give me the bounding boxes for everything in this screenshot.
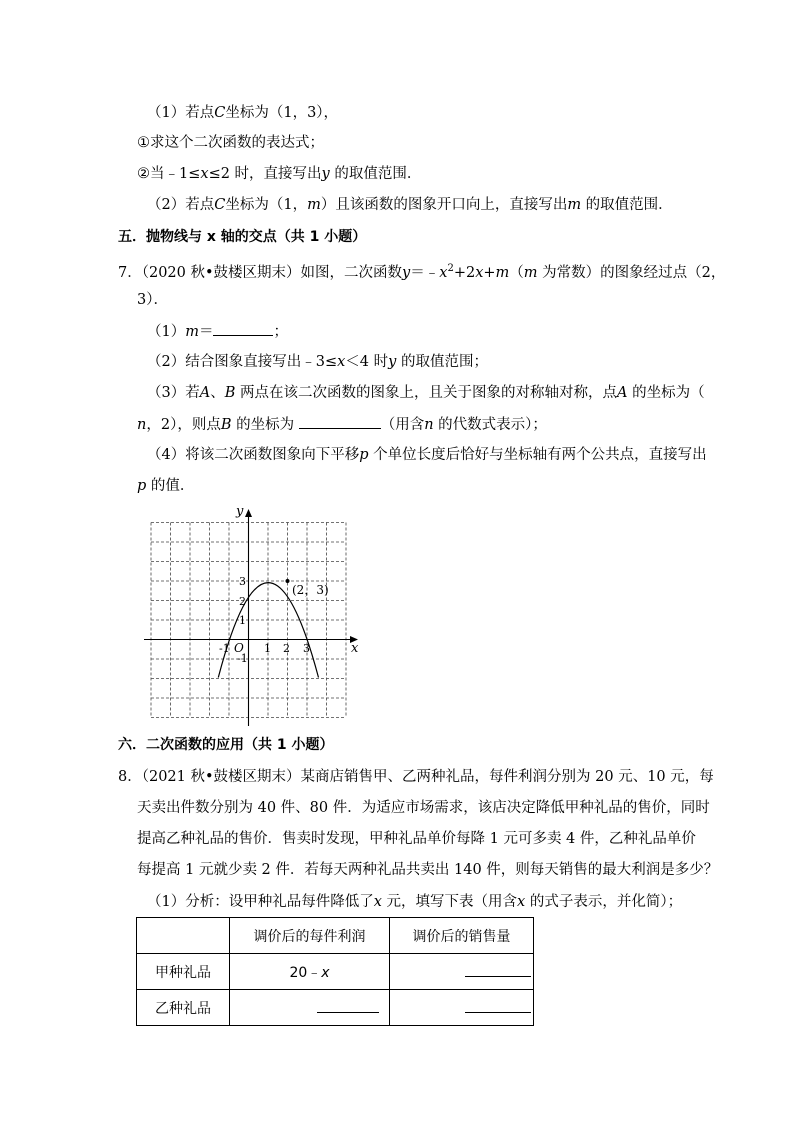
x-tick-2: 2 bbox=[283, 642, 290, 655]
q8-line4: 每提高 1 元就少卖 2 件．若每天两种礼品共卖出 140 件，则每天销售的最大利润是多少？ bbox=[137, 862, 719, 878]
q8-line3: 提高乙种礼品的售价．售卖时发现，甲种礼品单价每降 1 元可多卖 4 件，乙种礼品单价 bbox=[137, 831, 696, 847]
x-tick-neg1: -1 bbox=[219, 642, 230, 655]
x-tick-1: 1 bbox=[264, 642, 271, 655]
table-header-cell: 调价后的销售量 bbox=[390, 918, 534, 954]
table-row bbox=[137, 990, 534, 1026]
q7-part1: （1）m＝ ； bbox=[147, 321, 288, 342]
row-label-gift-a: 甲种礼品 bbox=[137, 954, 230, 990]
q7-part4-line1: （4）将该二次函数图象向下平移p 个单位长度后恰好与坐标轴有两个公共点，直接写出 bbox=[147, 447, 707, 463]
q7-part3-line2: n，2），则点B 的坐标为 （用含n 的代数式表示）； bbox=[137, 414, 547, 435]
y-tick-neg1: -1 bbox=[237, 652, 248, 665]
gift-b-profit-blank bbox=[230, 990, 390, 1026]
q6-sub2: ②当﹣1≤x≤2 时，直接写出y 的取值范围． bbox=[137, 166, 422, 182]
origin-label: O bbox=[234, 641, 244, 655]
gift-a-sales-blank bbox=[390, 954, 534, 990]
row-label-gift-b: 乙种礼品 bbox=[137, 990, 230, 1026]
parabola-graph bbox=[140, 500, 370, 730]
q7-part3-line1: （3）若A、B 两点在该二次函数的图象上，且关于图象的对称轴对称，点A 的坐标为（ bbox=[147, 385, 705, 401]
y-axis-label: y bbox=[236, 504, 244, 519]
gift-a-profit: 20﹣x bbox=[230, 954, 390, 990]
q8-line1: 8．（2021 秋•鼓楼区期末）某商店销售甲、乙两种礼品，每件利润分别为 20 元、10 元，每 bbox=[118, 769, 714, 785]
q7-part4-line2: p 的值． bbox=[137, 478, 195, 494]
table-row bbox=[137, 954, 534, 990]
gift-b-sales-blank bbox=[390, 990, 534, 1026]
q8-part1: （1）分析：设甲种礼品每件降低了x 元，填写下表（用含x 的式子表示，并化简）； bbox=[147, 894, 683, 910]
q6-part2: （2）若点C坐标为（1，m）且该函数的图象开口向上，直接写出m 的取值范围． bbox=[147, 197, 673, 213]
table-header-cell: 调价后的每件利润 bbox=[230, 918, 390, 954]
y-axis-arrow bbox=[245, 509, 252, 517]
q6-part1: （1）若点C坐标为（1，3）， bbox=[147, 105, 339, 121]
q7-line2: 3）． bbox=[137, 292, 168, 308]
x-axis-label: x bbox=[351, 641, 359, 656]
q8-line2: 天卖出件数分别为 40 件、80 件．为适应市场需求，该店决定降低甲种礼品的售价，同时 bbox=[137, 800, 710, 816]
y-tick-3: 3 bbox=[239, 575, 246, 588]
point-label: (2，3) bbox=[292, 583, 329, 597]
y-tick-1: 1 bbox=[239, 614, 246, 627]
table-header-row bbox=[137, 918, 534, 954]
gift-table bbox=[136, 917, 534, 1026]
x-tick-3: 3 bbox=[303, 642, 310, 655]
point-2-3 bbox=[286, 579, 290, 583]
y-tick-2: 2 bbox=[239, 595, 246, 608]
q7-answer-blank-1 bbox=[213, 321, 273, 336]
section-5-heading: 五．抛物线与 x 轴的交点（共 1 小题） bbox=[118, 229, 367, 245]
section-6-heading: 六．二次函数的应用（共 1 小题） bbox=[118, 737, 334, 753]
q7-line1: 7．（2020 秋•鼓楼区期末）如图，二次函数$y=﹣x^2+2x+m(m$ 为常数）的图象经过点（2， bbox=[118, 263, 726, 281]
q7-part2: （2）结合图象直接写出﹣3≤x＜4 时y 的取值范围； bbox=[147, 354, 488, 370]
q7-answer-blank-2 bbox=[299, 414, 381, 429]
q6-sub1: ①求这个二次函数的表达式； bbox=[137, 135, 324, 151]
table-header-cell bbox=[137, 918, 230, 954]
